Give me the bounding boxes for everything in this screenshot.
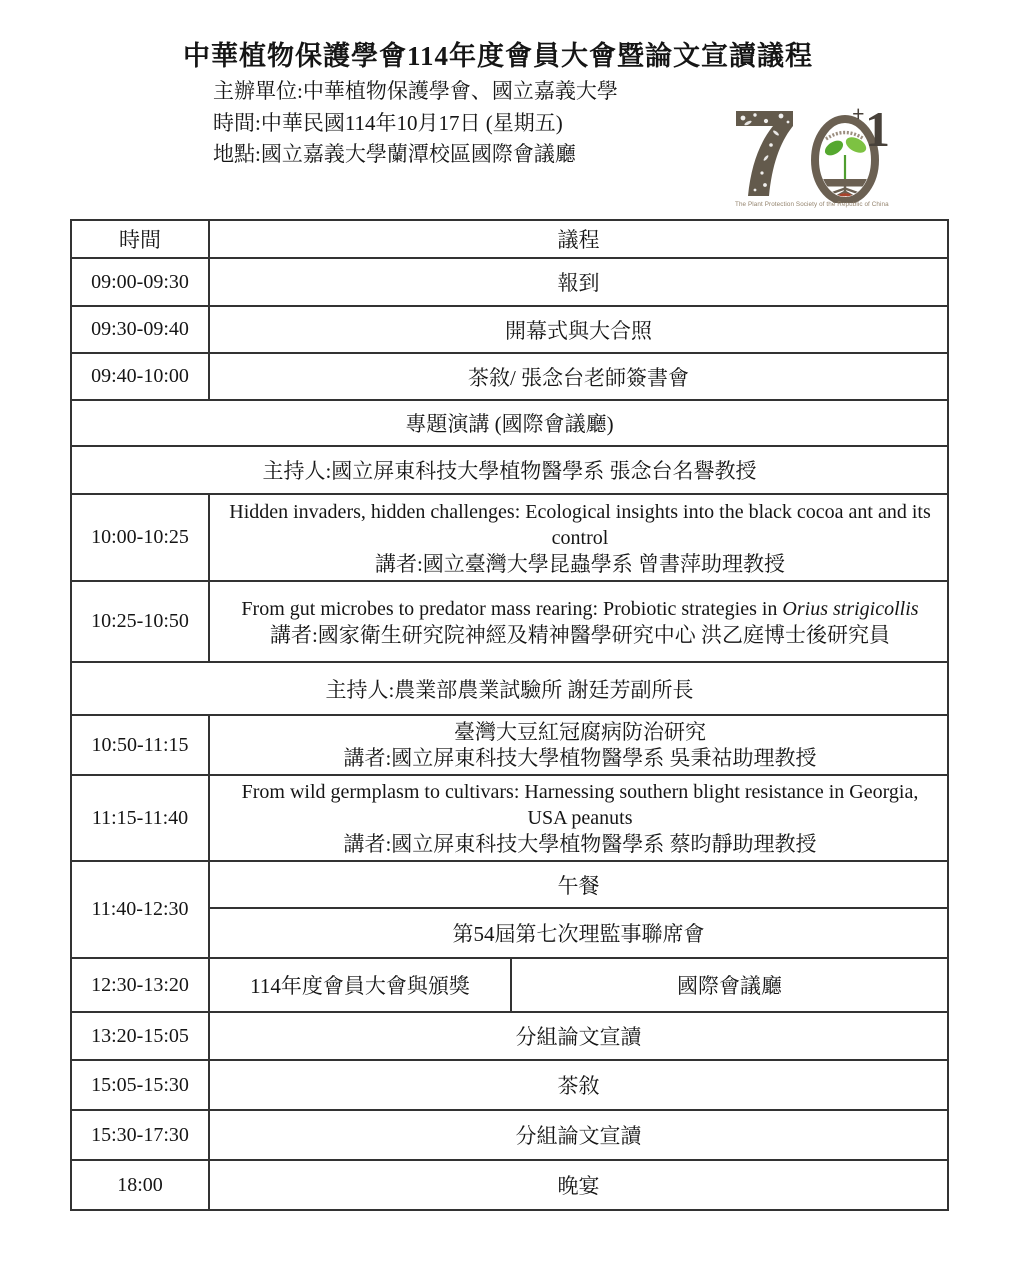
table-row: [71, 353, 948, 400]
digit-seven: [736, 111, 793, 196]
agenda-cell: 開幕式與大合照: [209, 306, 948, 353]
agenda-cell: 茶敘/ 張念台老師簽書會: [209, 353, 948, 400]
moderator-row: [71, 446, 948, 494]
talk-row: [71, 775, 948, 861]
agenda-cell: 報到: [209, 258, 948, 306]
agenda-cell: 午餐: [209, 861, 948, 908]
talk-cell: [209, 494, 948, 581]
table-row: [71, 306, 948, 353]
talk-speaker: 講者:國家衛生研究院神經及精神醫學研究中心 洪乙庭博士後研究員: [269, 622, 891, 647]
moderator-cell: 主持人:農業部農業試驗所 謝廷芳副所長: [71, 662, 948, 715]
talk-cell: [209, 581, 948, 662]
logo-caption: The Plant Protection Society of the Republic of China: [735, 201, 889, 208]
organizer-line: 主辦單位:中華植物保護學會、國立嘉義大學: [213, 79, 618, 103]
talk-row: [71, 581, 948, 662]
table-header-row: [71, 220, 948, 258]
moderator-row: [71, 662, 948, 715]
svg-text:+: +: [852, 101, 865, 126]
agenda-column-header: 議程: [209, 220, 948, 258]
agenda-cell: 分組論文宣讀: [209, 1012, 948, 1060]
agenda-cell: 國際會議廳: [511, 958, 948, 1012]
talk-title: [223, 719, 937, 745]
talk-row: [71, 494, 948, 581]
agenda-cell: 第54屆第七次理監事聯席會: [209, 908, 948, 958]
time-cell: 09:00-09:30: [71, 258, 209, 306]
table-row: [71, 1060, 948, 1110]
time-cell: 12:30-13:20: [71, 958, 209, 1012]
agenda-cell: 114年度會員大會與頒獎: [209, 958, 511, 1012]
talk-title-species: Orius strigicollis: [782, 597, 919, 620]
time-cell: 13:20-15:05: [71, 1012, 209, 1060]
time-cell: 18:00: [71, 1160, 209, 1210]
logo-svg: [733, 95, 905, 203]
talk-title-text: Hidden invaders, hidden challenges: Ecological insights into the black cocoa ant and its control: [229, 500, 931, 549]
talk-speaker: 講者:國立臺灣大學昆蟲學系 曾書萍助理教授: [374, 551, 786, 576]
talk-title: [223, 499, 937, 551]
talk-cell: [209, 715, 948, 775]
time-cell: 09:30-09:40: [71, 306, 209, 353]
society-70th-anniversary-logo: [733, 95, 905, 213]
time-cell: 09:40-10:00: [71, 353, 209, 400]
time-column-header: 時間: [71, 220, 209, 258]
talk-speaker: 講者:國立屏東科技大學植物醫學系 吳秉祜助理教授: [343, 746, 817, 770]
svg-text:1: 1: [865, 101, 890, 157]
talk-title-text: From wild germplasm to cultivars: Harnessing southern blight resistance in Georgia, USA peanuts: [241, 781, 919, 829]
talk-title: [223, 779, 937, 831]
location-line: 地點:國立嘉義大學蘭潭校區國際會議廳: [213, 142, 576, 166]
time-cell: 11:40-12:30: [71, 861, 209, 958]
talk-cell: [209, 775, 948, 861]
time-cell: 11:15-11:40: [71, 775, 209, 861]
table-row: [71, 958, 948, 1012]
talk-title-text: From gut microbes to predator mass rearing: Probiotic strategies in: [241, 597, 783, 620]
table-row: [71, 1110, 948, 1160]
time-cell: 15:05-15:30: [71, 1060, 209, 1110]
page-title: 中華植物保護學會114年度會員大會暨論文宣讀議程: [183, 41, 814, 71]
table-row: [71, 258, 948, 306]
table-row: [71, 1160, 948, 1210]
time-cell: 10:00-10:25: [71, 494, 209, 581]
agenda-table: [70, 219, 949, 1211]
section-cell: 專題演講 (國際會議廳): [71, 400, 948, 446]
agenda-cell: 分組論文宣讀: [209, 1110, 948, 1160]
time-cell: 15:30-17:30: [71, 1110, 209, 1160]
talk-title-text: 臺灣大豆紅冠腐病防治研究: [454, 720, 706, 744]
moderator-cell: 主持人:國立屏東科技大學植物醫學系 張念台名譽教授: [71, 446, 948, 494]
table-row: [71, 1012, 948, 1060]
time-cell: 10:50-11:15: [71, 715, 209, 775]
agenda-cell: 晚宴: [209, 1160, 948, 1210]
datetime-line: 時間:中華民國114年10月17日 (星期五): [213, 110, 563, 135]
time-cell: 10:25-10:50: [71, 581, 209, 662]
talk-row: [71, 715, 948, 775]
section-row: [71, 400, 948, 446]
talk-speaker: 講者:國立屏東科技大學植物醫學系 蔡昀靜助理教授: [343, 832, 817, 856]
agenda-cell: 茶敘: [209, 1060, 948, 1110]
talk-title: [223, 596, 937, 622]
event-info: [213, 76, 618, 171]
table-row: [71, 861, 948, 908]
